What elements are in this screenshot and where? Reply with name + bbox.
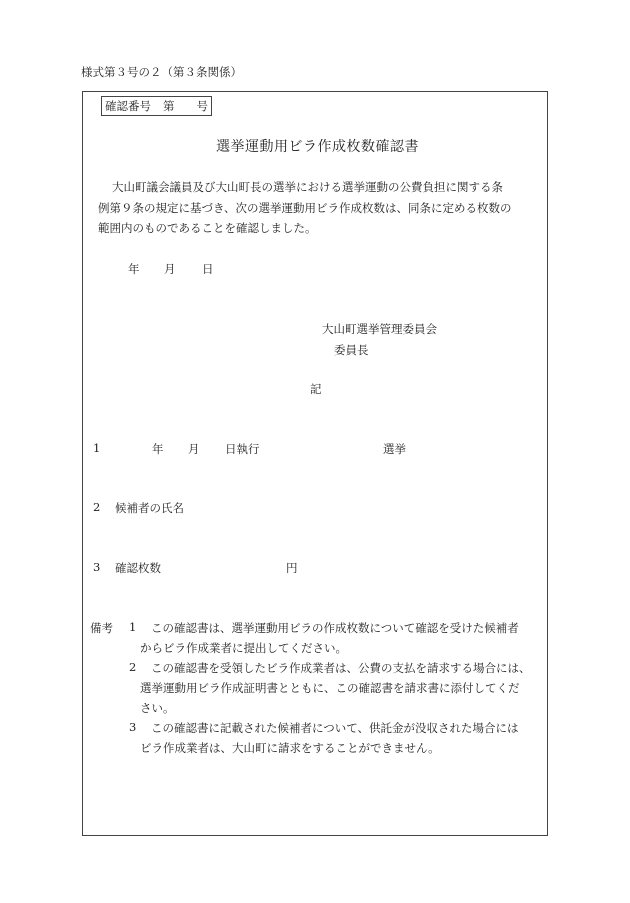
date-day: 日 [202, 262, 214, 276]
date-month: 月 [164, 262, 176, 276]
confirmation-number-go: 号 [196, 99, 208, 113]
body-line-1: 大山町議会議員及び大山町長の選挙における選挙運動の公費負担に関する条 [112, 180, 503, 194]
note1-number: 1 [129, 620, 137, 634]
item2-number: 2 [93, 500, 101, 514]
note3-number: 3 [129, 720, 137, 734]
item1-number: 1 [93, 441, 101, 455]
note1-line-1: この確認書は、選挙運動用ビラの作成枚数について確認を受けた候補者 [151, 621, 519, 635]
note2-line-2: 選挙運動用ビラ作成証明書とともに、この確認書を請求書に添付してくだ [140, 681, 520, 695]
item1-day-held: 日執行 [225, 442, 260, 456]
document-title: 選挙運動用ビラ作成枚数確認書 [216, 139, 419, 155]
notes-heading: 備考 [90, 621, 113, 635]
form-label: 様式第３号の２（第３条関係） [81, 65, 242, 79]
note1-line-2: からビラ作成業者に提出してください。 [140, 641, 347, 655]
ki-heading: 記 [310, 382, 322, 396]
note2-number: 2 [129, 660, 137, 674]
item2-label: 候補者の氏名 [115, 501, 184, 515]
item3-number: 3 [93, 560, 101, 574]
committee-chair: 委員長 [334, 343, 369, 357]
confirmation-number-dai: 第 [163, 99, 175, 113]
committee-name: 大山町選挙管理委員会 [322, 322, 437, 336]
confirmation-number-label: 確認番号 [105, 99, 151, 113]
note2-line-3: さい。 [140, 701, 175, 715]
date-year: 年 [128, 262, 140, 276]
confirmation-number-box [101, 96, 212, 116]
item3-label: 確認枚数 [115, 561, 161, 575]
note3-line-1: この確認書に記載された候補者について、供託金が没収された場合には [151, 721, 519, 735]
item3-unit: 円 [286, 561, 298, 575]
note3-line-2: ビラ作成業者は、大山町に請求をすることができません。 [140, 741, 440, 755]
item1-year: 年 [152, 442, 164, 456]
note2-line-1: この確認書を受領したビラ作成業者は、公費の支払を請求する場合には、 [151, 661, 531, 675]
body-line-3: 範囲内のものであることを確認しました。 [98, 221, 317, 235]
body-line-2: 例第９条の規定に基づき、次の選挙運動用ビラ作成枚数は、同条に定める枚数の [98, 201, 512, 215]
item1-month: 月 [188, 442, 200, 456]
item1-election: 選挙 [383, 442, 406, 456]
